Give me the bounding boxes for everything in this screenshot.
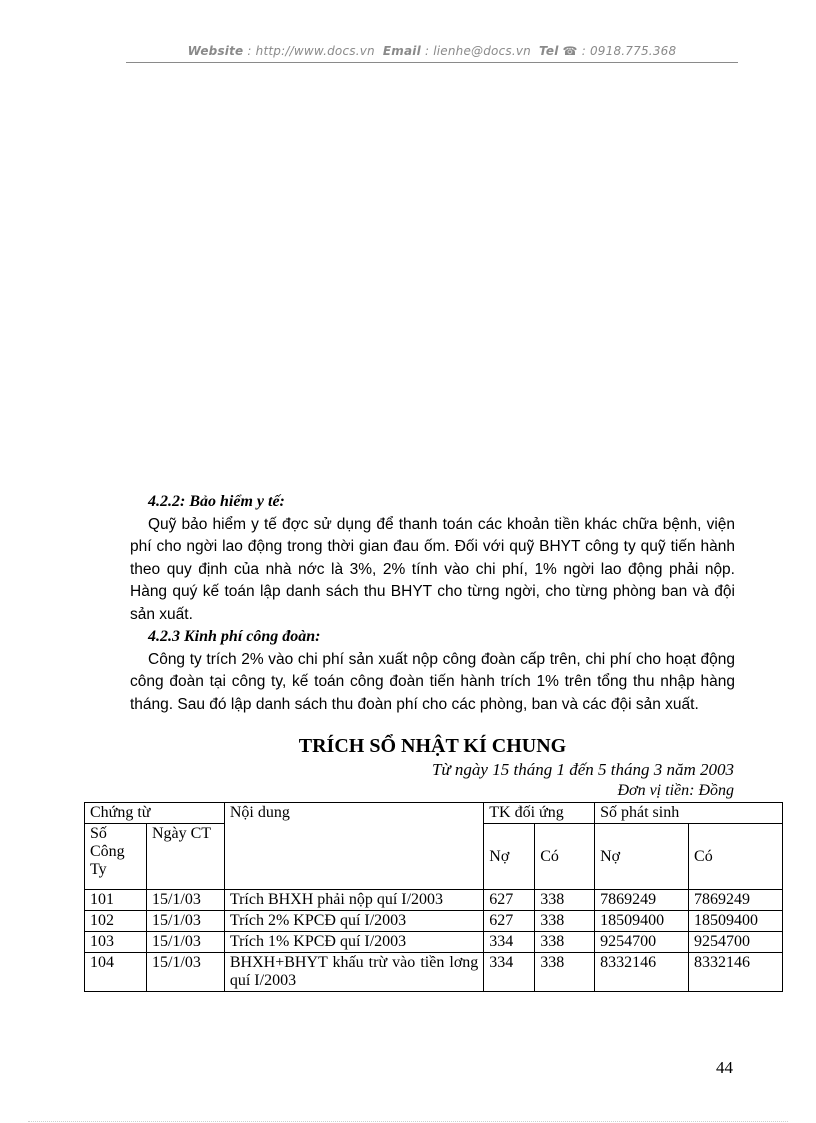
cell-content: Trích BHXH phải nộp quí I/2003 [224,890,483,911]
header-content: Nội dung [224,803,483,890]
page-header [126,44,738,63]
body-text [130,491,735,716]
table-row [85,932,783,953]
table-row [85,953,783,992]
journal-table [84,802,783,992]
journal-title: TRÍCH SỔ NHẬT KÍ CHUNG [298,735,567,757]
table-row [85,911,783,932]
table-header-row [85,803,783,824]
email-label: Email [382,44,421,58]
section-heading-health-insurance: 4.2.2: Bảo hiểm y tế: [148,493,285,510]
email-value: : lienhe@docs.vn [424,44,531,58]
cell-debit-account: 627 [484,911,535,932]
cell-voucher-no: 104 [85,953,147,992]
footer-divider [28,1121,788,1122]
cell-amount-credit: 9254700 [689,932,783,953]
cell-content: BHXH+BHYT khấu trừ vào tiền lơng quí I/2003 [224,953,483,992]
cell-amount-credit: 7869249 [689,890,783,911]
cell-voucher-no: 101 [85,890,147,911]
cell-amount-debit: 9254700 [595,932,689,953]
cell-debit-account: 334 [484,953,535,992]
section-heading-union-fee: 4.2.3 Kinh phí công đoàn: [148,628,321,645]
cell-amount-credit: 8332146 [689,953,783,992]
header-voucher-no: Số Công Ty [85,824,147,890]
cell-voucher-no: 103 [85,932,147,953]
page-number: 44 [716,1058,733,1077]
header-credit-account: Có [535,824,595,890]
header-counter-account: TK đối ứng [484,803,595,824]
cell-debit-account: 627 [484,890,535,911]
header-voucher-date: Ngày CT [146,824,224,890]
cell-voucher-date: 15/1/03 [146,911,224,932]
cell-content: Trích 2% KPCĐ quí I/2003 [224,911,483,932]
currency-unit: Đơn vị tiền: Đồng [617,782,734,799]
cell-voucher-date: 15/1/03 [146,932,224,953]
cell-amount-credit: 18509400 [689,911,783,932]
cell-credit-account: 338 [535,953,595,992]
header-debit-account: Nợ [484,824,535,890]
cell-credit-account: 338 [535,890,595,911]
website-value: : http://www.docs.vn [247,44,375,58]
cell-voucher-date: 15/1/03 [146,890,224,911]
table-row [85,890,783,911]
header-amount-credit: Có [689,824,783,890]
cell-amount-debit: 7869249 [595,890,689,911]
cell-amount-debit: 8332146 [595,953,689,992]
cell-credit-account: 338 [535,911,595,932]
cell-amount-debit: 18509400 [595,911,689,932]
cell-voucher-date: 15/1/03 [146,953,224,992]
section-paragraph-union-fee: Công ty trích 2% vào chi phí sản xuất nộp công đoàn cấp trên, chi phí cho hoạt động công đoàn tại công ty, kế toán công đoàn tiến hành trích 1% trên tổng thu nhập hàng tháng. Sau đó lập danh sách thu đoàn phí cho các phòng, ban và các đội sản xuất. [130,650,735,713]
header-amount-debit: Nợ [595,824,689,890]
cell-voucher-no: 102 [85,911,147,932]
header-amount: Số phát sinh [595,803,783,824]
cell-content: Trích 1% KPCĐ quí I/2003 [224,932,483,953]
tel-value: ☎ : 0918.775.368 [562,44,677,58]
cell-debit-account: 334 [484,932,535,953]
cell-credit-account: 338 [535,932,595,953]
section-paragraph-health-insurance: Quỹ bảo hiểm y tế đợc sử dụng để thanh toán các khoản tiền khác chữa bệnh, viện phí cho ngời lao động trong thời gian đau ốm. Đối với quỹ BHYT công ty quỹ tiến hành theo quy định của nhà nớc là 3%, 2% tính vào chi phí, 1% ngời lao động phải nộp. Hàng quý kế toán lập danh sách thu BHYT cho từng ngời, cho từng phòng ban và đội sản xuất. [130,515,735,623]
website-label: Website [187,44,244,58]
tel-label: Tel [539,44,559,58]
header-voucher: Chứng từ [85,803,225,824]
journal-subtitle: Từ ngày 15 tháng 1 đến 5 tháng 3 năm 2003 [431,760,734,779]
